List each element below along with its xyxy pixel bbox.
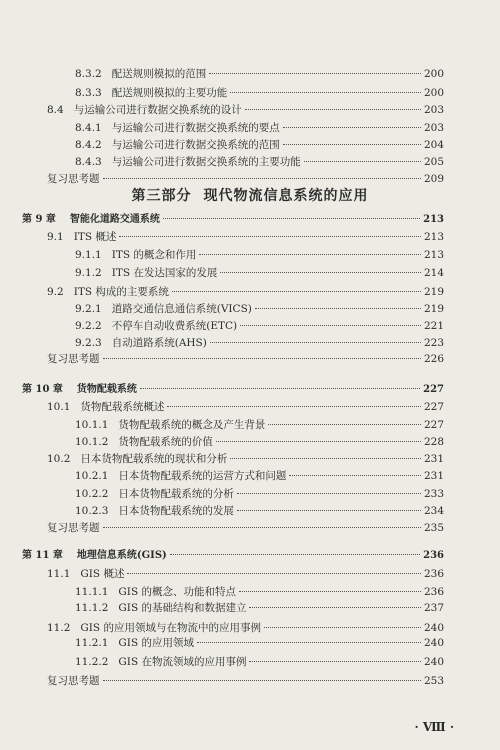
toc-entry-page: 227 [423, 384, 444, 395]
toc-entry-page: 203 [423, 104, 444, 116]
toc-entry-page: 213 [423, 231, 444, 243]
dot-leader [237, 510, 421, 511]
toc-entry-page: 221 [423, 320, 444, 332]
toc-entry[interactable] [75, 86, 444, 100]
toc-review-entry[interactable] [47, 521, 444, 535]
toc-entry[interactable] [75, 601, 444, 615]
toc-entry-number: 11.2.1 [75, 637, 109, 649]
toc-entry-title: GIS 的应用领域 [118, 637, 194, 649]
dot-leader [230, 458, 421, 459]
toc-entry-number: 8.3.2 [75, 68, 102, 80]
toc-entry-number: 10.2.1 [75, 470, 109, 482]
toc-entry-title: ITS 概述 [73, 231, 117, 243]
toc-entry-number: 9.1.1 [75, 249, 102, 261]
toc-entry[interactable] [75, 121, 444, 135]
toc-chapter-entry[interactable] [22, 383, 444, 397]
toc-entry-page: 240 [423, 622, 444, 634]
toc-entry[interactable] [75, 336, 444, 350]
toc-entry-title: 自动道路系统(AHS) [111, 337, 207, 349]
toc-entry-page: 205 [423, 156, 444, 168]
toc-entry-title: ITS 构成的主要系统 [73, 286, 169, 298]
toc-entry[interactable] [75, 319, 444, 333]
toc-entry-title: ITS 的概念和作用 [111, 249, 197, 261]
toc-entry-number: 9.2 [47, 286, 64, 298]
toc-entry-page: 234 [423, 505, 444, 517]
toc-entry-page: 233 [423, 488, 444, 500]
dot-leader [209, 73, 421, 74]
toc-entry-page: 203 [423, 122, 444, 134]
toc-entry-title: 智能化道路交通系统 [69, 214, 160, 225]
toc-entry-title: 货物配载系统 [76, 384, 137, 395]
toc-entry-title: 日本货物配载系统的现状和分析 [80, 453, 228, 465]
toc-entry[interactable] [47, 567, 444, 581]
toc-entry-number: 10.2.3 [75, 505, 109, 517]
dot-leader [230, 92, 421, 93]
toc-entry-number: 10.1.1 [75, 419, 109, 431]
toc-entry-page: 236 [423, 568, 444, 580]
toc-entry-title: GIS 概述 [80, 568, 125, 580]
dot-leader [283, 144, 421, 145]
toc-entry-title: 日本货物配载系统的运营方式和问题 [118, 470, 287, 482]
toc-entry-number: 11.2 [47, 622, 71, 634]
toc-entry[interactable] [75, 302, 444, 316]
toc-entry-number: 8.4 [47, 104, 64, 116]
toc-entry[interactable] [75, 418, 444, 432]
toc-entry[interactable] [75, 504, 444, 518]
toc-entry[interactable] [75, 67, 444, 81]
toc-entry-number: 第 10 章 [22, 384, 63, 395]
toc-entry-title: 与运输公司进行数据交换系统的要点 [111, 122, 280, 134]
toc-review-entry[interactable] [47, 352, 444, 366]
toc-entry-number: 9.1 [47, 231, 64, 243]
dot-leader [255, 308, 421, 309]
dot-leader [103, 527, 421, 528]
toc-entry[interactable] [75, 585, 444, 599]
toc-entry[interactable] [47, 452, 444, 466]
dot-leader [240, 325, 421, 326]
dot-leader [264, 627, 421, 628]
toc-entry-number: 9.2.3 [75, 337, 102, 349]
toc-review-entry[interactable] [47, 674, 444, 688]
toc-entry[interactable] [75, 655, 444, 669]
toc-entry-number: 11.1.1 [75, 586, 109, 598]
dot-leader [304, 161, 421, 162]
toc-chapter-entry[interactable] [22, 549, 444, 563]
dot-leader [172, 291, 421, 292]
toc-entry-page: 235 [423, 522, 444, 534]
dot-leader [237, 493, 421, 494]
toc-entry-page: 236 [423, 550, 444, 561]
toc-entry-page: 200 [423, 87, 444, 99]
toc-entry-number: 9.1.2 [75, 267, 102, 279]
toc-chapter-entry[interactable] [22, 213, 444, 227]
dot-leader [197, 642, 421, 643]
dot-leader [239, 591, 421, 592]
toc-entry-title: 地理信息系统(GIS) [76, 550, 167, 561]
toc-entry-page: 204 [423, 139, 444, 151]
dot-leader [167, 406, 421, 407]
toc-entry[interactable] [75, 435, 444, 449]
toc-entry-title: GIS 的基础结构和数据建立 [118, 602, 247, 614]
toc-entry-number: 第 9 章 [22, 214, 56, 225]
toc-entry-number: 9.2.2 [75, 320, 102, 332]
toc-entry[interactable] [47, 621, 444, 635]
dot-leader [103, 358, 421, 359]
dot-leader [249, 607, 420, 608]
toc-entry-number: 第 11 章 [22, 550, 63, 561]
toc-entry-title: 货物配载系统的价值 [118, 436, 213, 448]
dot-leader [127, 573, 420, 574]
toc-entry-number: 8.4.2 [75, 139, 102, 151]
toc-entry-page: 253 [423, 675, 444, 687]
toc-entry-title: 与运输公司进行数据交换系统的范围 [111, 139, 280, 151]
toc-entry-title: 复习思考题 [47, 353, 100, 365]
dot-leader [245, 109, 421, 110]
toc-entry-page: 231 [423, 470, 444, 482]
toc-entry[interactable] [75, 138, 444, 152]
toc-entry-number: 10.2.2 [75, 488, 109, 500]
toc-entry-page: 227 [423, 401, 444, 413]
toc-entry-title: 复习思考题 [47, 522, 100, 534]
toc-entry-page: 200 [423, 68, 444, 80]
toc-entry-title: GIS 的应用领域与在物流中的应用事例 [80, 622, 261, 634]
toc-entry-title: ITS 在发达国家的发展 [111, 267, 218, 279]
dot-leader [210, 342, 421, 343]
toc-entry-page: 219 [423, 303, 444, 315]
dot-leader [103, 680, 421, 681]
toc-review-entry[interactable] [47, 172, 444, 186]
toc-entry-page: 226 [423, 353, 444, 365]
toc-entry-number: 11.1.2 [75, 602, 109, 614]
toc-entry-number: 11.1 [47, 568, 71, 580]
dot-leader [140, 388, 420, 389]
dot-leader [289, 475, 421, 476]
part-number: 第三部分 [131, 188, 192, 204]
toc-entry[interactable] [75, 248, 444, 262]
toc-entry[interactable] [47, 103, 444, 117]
toc-entry-title: 货物配载系统的概念及产生背景 [118, 419, 266, 431]
part-heading [0, 185, 500, 205]
toc-entry[interactable] [47, 400, 444, 414]
toc-entry-page: 214 [423, 267, 444, 279]
dot-leader [216, 441, 421, 442]
toc-entry-title: 配送规则模拟的主要功能 [111, 87, 228, 99]
dot-leader [163, 218, 420, 219]
toc-entry-page: 237 [423, 602, 444, 614]
toc-entry-page: 213 [423, 214, 444, 225]
toc-entry-title: 与运输公司进行数据交换系统的设计 [73, 104, 242, 116]
toc-entry-title: 配送规则模拟的范围 [111, 68, 207, 80]
toc-entry-page: 227 [423, 419, 444, 431]
toc-entry[interactable] [47, 230, 444, 244]
dot-leader [199, 254, 421, 255]
toc-entry-page: 231 [423, 453, 444, 465]
toc-entry-title: 不停车自动收费系统(ETC) [111, 320, 238, 332]
dot-leader [249, 661, 420, 662]
toc-entry-number: 11.2.2 [75, 656, 109, 668]
page-number: · Ⅷ · [414, 720, 454, 734]
toc-entry-title: 复习思考题 [47, 675, 100, 687]
dot-leader [170, 554, 420, 555]
toc-entry[interactable] [75, 266, 444, 280]
toc-entry-title: 货物配载系统概述 [80, 401, 165, 413]
toc-entry-number: 9.2.1 [75, 303, 102, 315]
dot-leader [220, 272, 421, 273]
toc-entry-number: 8.3.3 [75, 87, 102, 99]
toc-entry-page: 209 [423, 173, 444, 185]
toc-entry-page: 240 [423, 656, 444, 668]
toc-entry[interactable] [75, 155, 444, 169]
toc-entry-page: 219 [423, 286, 444, 298]
toc-entry[interactable] [47, 285, 444, 299]
toc-entry-number: 8.4.3 [75, 156, 102, 168]
dot-leader [283, 127, 421, 128]
toc-entry-page: 213 [423, 249, 444, 261]
toc-entry-page: 240 [423, 637, 444, 649]
toc-entry-page: 228 [423, 436, 444, 448]
dot-leader [268, 424, 421, 425]
toc-entry-title: 道路交通信息通信系统(VICS) [111, 303, 252, 315]
toc-entry[interactable] [75, 469, 444, 483]
toc-entry[interactable] [75, 487, 444, 501]
toc-entry-title: 复习思考题 [47, 173, 100, 185]
toc-entry-page: 236 [423, 586, 444, 598]
toc-entry-number: 10.1.2 [75, 436, 109, 448]
toc-entry-number: 10.2 [47, 453, 71, 465]
part-title: 现代物流信息系统的应用 [203, 188, 369, 204]
dot-leader [119, 236, 421, 237]
toc-entry-title: 与运输公司进行数据交换系统的主要功能 [111, 156, 301, 168]
toc-entry-number: 10.1 [47, 401, 71, 413]
toc-entry-title: GIS 在物流领域的应用事例 [118, 656, 247, 668]
toc-entry-number: 8.4.1 [75, 122, 102, 134]
toc-entry-title: 日本货物配载系统的发展 [118, 505, 234, 517]
toc-entry[interactable] [75, 636, 444, 650]
toc-entry-title: GIS 的概念、功能和特点 [118, 586, 236, 598]
toc-entry-title: 日本货物配载系统的分析 [118, 488, 234, 500]
dot-leader [103, 178, 421, 179]
toc-entry-page: 223 [423, 337, 444, 349]
